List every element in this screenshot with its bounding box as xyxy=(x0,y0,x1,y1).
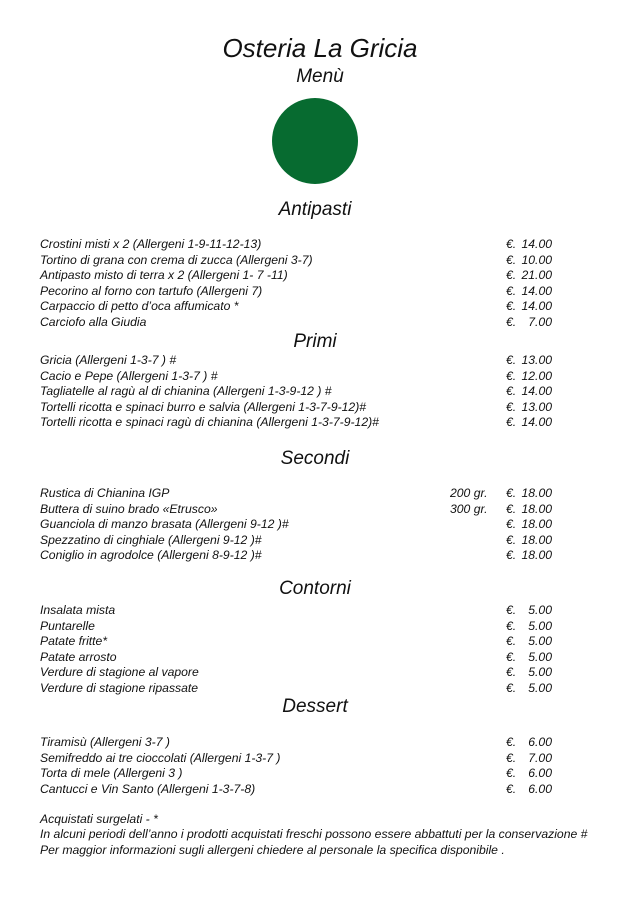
item-currency: €. xyxy=(506,649,517,664)
item-name: Insalata mista xyxy=(40,603,116,617)
item-currency: €. xyxy=(506,486,517,500)
item-name: Semifreddo ai tre cioccolati (Allergeni 1-3-7 ) xyxy=(40,750,281,765)
item-price: 18.00 xyxy=(521,532,552,547)
item-name: Patate fritte* xyxy=(40,634,108,648)
item-name: Pecorino al forno con tartufo (Allergeni 7) xyxy=(40,283,263,298)
item-price: 10.00 xyxy=(521,252,552,267)
item-currency: €. xyxy=(506,603,517,617)
item-name: Rustica di Chianina IGP xyxy=(40,486,170,500)
item-price: 14.00 xyxy=(521,237,552,251)
item-price: 7.00 xyxy=(528,314,552,329)
item-name: Verdure di stagione al vapore xyxy=(40,665,199,679)
item-currency: €. xyxy=(506,314,517,329)
item-name: Carciofo alla Giudia xyxy=(40,314,147,329)
item-price: 14.00 xyxy=(521,283,552,298)
item-name: Tiramisù (Allergeni 3-7 ) xyxy=(40,735,170,749)
footer-note: Per maggior informazioni sugli allergeni chiedere al personale la specifica disponibile . xyxy=(40,843,505,857)
menu-item xyxy=(40,253,560,269)
item-price: 18.00 xyxy=(521,501,552,516)
menu-item xyxy=(40,533,560,549)
item-price: 6.00 xyxy=(528,735,552,749)
item-name: Tortelli ricotta e spinaci ragù di chianina (Allergeni 1-3-7-9-12)# xyxy=(40,415,379,429)
item-currency: €. xyxy=(506,299,517,313)
menu-item xyxy=(40,299,560,315)
item-quantity: 300 gr. xyxy=(450,501,488,516)
item-currency: €. xyxy=(506,384,517,398)
menu-item xyxy=(40,751,560,767)
item-currency: €. xyxy=(506,735,517,749)
item-price: 18.00 xyxy=(521,517,552,531)
item-name: Buttera di suino brado «Etrusco» xyxy=(40,501,218,516)
menu-item xyxy=(40,415,560,431)
item-name: Guanciola di manzo brasata (Allergeni 9-12 )# xyxy=(40,517,289,531)
item-name: Cantucci e Vin Santo (Allergeni 1-3-7-8) xyxy=(40,781,256,796)
menu-item xyxy=(40,369,560,385)
menu-item xyxy=(40,315,560,331)
section-title: Primi xyxy=(293,331,337,352)
item-price: 14.00 xyxy=(521,384,552,398)
item-currency: €. xyxy=(506,353,517,367)
item-price: 18.00 xyxy=(521,486,552,500)
item-currency: €. xyxy=(506,680,517,695)
item-name: Antipasto misto di terra x 2 (Allergeni 1- 7 -11) xyxy=(40,268,288,282)
item-name: Tortino di grana con crema di zucca (Allergeni 3-7) xyxy=(40,252,313,267)
menu-item xyxy=(40,237,560,253)
item-name: Tortelli ricotta e spinaci burro e salvia (Allergeni 1-3-7-9-12)# xyxy=(40,399,367,414)
logo xyxy=(272,98,358,184)
menu-item xyxy=(40,766,560,782)
item-price: 5.00 xyxy=(528,649,552,664)
footer-note: In alcuni periodi dell’anno i prodotti acquistati freschi possono essere abbattuti per la conservazione # xyxy=(40,827,588,841)
item-currency: €. xyxy=(506,501,517,516)
page-title: Osteria La Gricia xyxy=(222,33,418,63)
item-currency: €. xyxy=(506,665,517,679)
item-currency: €. xyxy=(506,618,517,633)
item-name: Patate arrosto xyxy=(40,649,117,664)
item-price: 5.00 xyxy=(528,603,552,617)
menu-item xyxy=(40,502,560,518)
menu-item xyxy=(40,400,560,416)
section-title: Dessert xyxy=(282,696,348,717)
item-name: Tagliatelle al ragù al di chianina (Allergeni 1-3-9-12 ) # xyxy=(40,384,332,398)
menu-item xyxy=(40,681,560,697)
item-price: 13.00 xyxy=(521,353,552,367)
item-currency: €. xyxy=(506,415,517,429)
item-price: 5.00 xyxy=(528,665,552,679)
item-price: 12.00 xyxy=(521,368,552,383)
footer-note: Acquistati surgelati - * xyxy=(40,812,158,826)
item-currency: €. xyxy=(506,766,517,780)
menu-item xyxy=(40,517,560,533)
item-currency: €. xyxy=(506,532,517,547)
menu-item xyxy=(40,650,560,666)
item-price: 13.00 xyxy=(521,399,552,414)
item-price: 14.00 xyxy=(521,415,552,429)
menu-item xyxy=(40,384,560,400)
item-currency: €. xyxy=(506,368,517,383)
item-currency: €. xyxy=(506,237,517,251)
item-currency: €. xyxy=(506,517,517,531)
item-price: 5.00 xyxy=(528,618,552,633)
item-currency: €. xyxy=(506,268,517,282)
menu-item xyxy=(40,619,560,635)
menu-item xyxy=(40,634,560,650)
item-name: Coniglio in agrodolce (Allergeni 8-9-12 )# xyxy=(40,548,262,562)
item-currency: €. xyxy=(506,750,517,765)
item-currency: €. xyxy=(506,548,517,562)
section-title: Contorni xyxy=(279,578,351,599)
item-currency: €. xyxy=(506,399,517,414)
menu-item xyxy=(40,284,560,300)
item-price: 6.00 xyxy=(528,766,552,780)
item-price: 5.00 xyxy=(528,680,552,695)
item-name: Carpaccio di petto d’oca affumicato * xyxy=(40,299,239,313)
item-name: Torta di mele (Allergeni 3 ) xyxy=(40,766,183,780)
item-currency: €. xyxy=(506,634,517,648)
item-name: Gricia (Allergeni 1-3-7 ) # xyxy=(40,353,177,367)
item-currency: €. xyxy=(506,283,517,298)
section-title: Secondi xyxy=(280,448,350,469)
menu-item xyxy=(40,735,560,751)
item-price: 18.00 xyxy=(521,548,552,562)
menu-item xyxy=(40,268,560,284)
menu-item xyxy=(40,486,560,502)
item-price: 14.00 xyxy=(521,299,552,313)
menu-item xyxy=(40,603,560,619)
item-price: 21.00 xyxy=(521,268,552,282)
item-name: Puntarelle xyxy=(40,618,95,633)
page-subtitle: Menù xyxy=(296,66,344,87)
item-name: Cacio e Pepe (Allergeni 1-3-7 ) # xyxy=(40,368,218,383)
item-price: 6.00 xyxy=(528,781,552,796)
menu-item xyxy=(40,782,560,798)
item-currency: €. xyxy=(506,252,517,267)
item-name: Verdure di stagione ripassate xyxy=(40,680,199,695)
item-name: Crostini misti x 2 (Allergeni 1-9-11-12-13) xyxy=(40,237,262,251)
item-quantity: 200 gr. xyxy=(450,486,488,500)
section-title: Antipasti xyxy=(278,199,352,220)
item-price: 7.00 xyxy=(528,750,552,765)
item-name: Spezzatino di cinghiale (Allergeni 9-12 )# xyxy=(40,532,262,547)
item-currency: €. xyxy=(506,781,517,796)
menu-item xyxy=(40,548,560,564)
menu-item xyxy=(40,353,560,369)
item-price: 5.00 xyxy=(528,634,552,648)
menu-item xyxy=(40,665,560,681)
